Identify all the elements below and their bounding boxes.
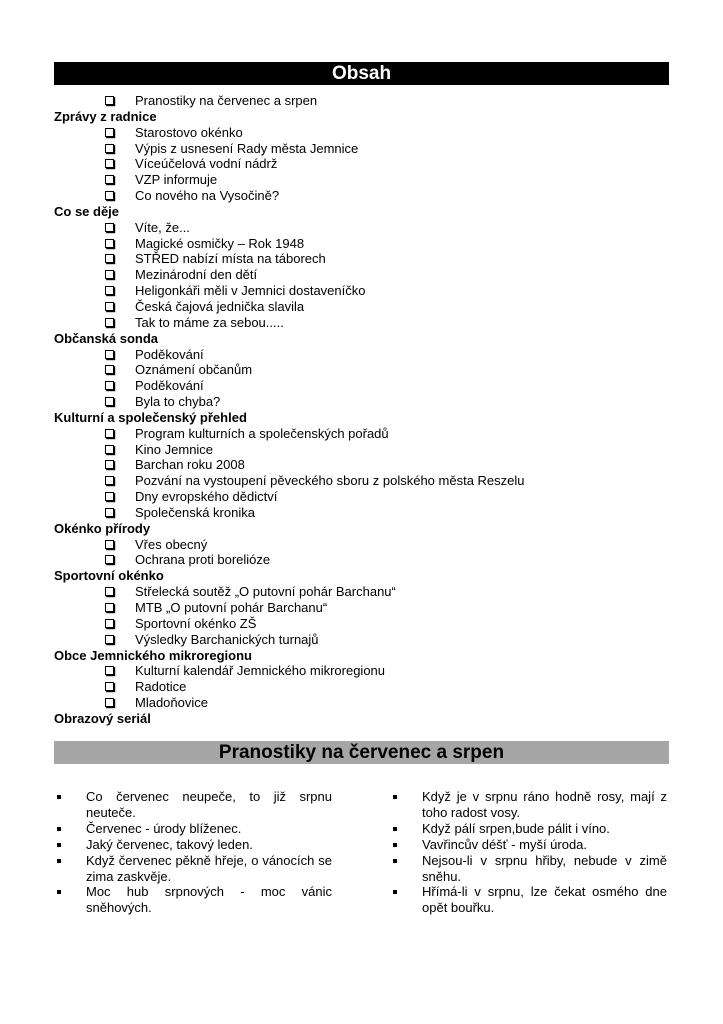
saying-text: Vavřincův déšť - myší úroda. (422, 836, 588, 852)
toc-item-label: Víceúčelová vodní nádrž (135, 156, 278, 172)
toc-item (54, 394, 669, 410)
checkbox-icon (105, 476, 114, 485)
toc-item (54, 93, 669, 109)
toc-item-label: Vřes obecný (135, 536, 208, 552)
table-of-contents (54, 93, 669, 727)
toc-item-label: Byla to chyba? (135, 394, 221, 410)
checkbox-icon (105, 223, 114, 232)
saying-item (390, 884, 667, 916)
toc-item (54, 489, 669, 505)
toc-item-label: Magické osmičky – Rok 1948 (135, 235, 305, 251)
toc-item-label: VZP informuje (135, 172, 218, 188)
checkbox-icon (105, 318, 114, 327)
saying-item (390, 837, 667, 853)
toc-item-label: Mladoňovice (135, 695, 208, 711)
toc-item-label: Dny evropského dědictví (135, 489, 278, 505)
toc-item (54, 251, 669, 267)
toc-section-heading: Obrazový seriál (54, 710, 151, 726)
checkbox-icon (105, 381, 114, 390)
toc-item (54, 663, 669, 679)
toc-item-label: Pozvání na vystoupení pěveckého sboru z polského města Reszelu (135, 473, 525, 489)
saying-item (390, 789, 667, 821)
toc-item (54, 267, 669, 283)
toc-item (54, 156, 669, 172)
checkbox-icon (105, 270, 114, 279)
toc-item (54, 172, 669, 188)
toc-item (54, 584, 669, 600)
toc-item (54, 679, 669, 695)
saying-text: Červenec - úrody blíženec. (86, 820, 242, 836)
checkbox-icon (105, 619, 114, 628)
checkbox-icon (105, 460, 114, 469)
saying-item (54, 821, 332, 837)
checkbox-icon (105, 492, 114, 501)
checkbox-icon (105, 159, 114, 168)
toc-item (54, 378, 669, 394)
toc-item (54, 426, 669, 442)
toc-item (54, 315, 669, 331)
saying-text: Moc hub srpnových - moc vánic sněhových. (86, 884, 332, 916)
toc-item (54, 362, 669, 378)
saying-text: Když pálí srpen,bude pálit i víno. (422, 820, 610, 836)
checkbox-icon (105, 96, 114, 105)
checkbox-icon (105, 429, 114, 438)
toc-item-label: Poděkování (135, 346, 204, 362)
toc-item (54, 632, 669, 648)
saying-item (54, 837, 332, 853)
toc-title: Obsah (54, 62, 669, 85)
checkbox-icon (105, 239, 114, 248)
bullet-square-icon (393, 843, 397, 847)
saying-item (54, 884, 332, 916)
toc-item-label: Program kulturních a společenských pořadů (135, 425, 389, 441)
checkbox-icon (105, 682, 114, 691)
toc-item (54, 141, 669, 157)
checkbox-icon (105, 302, 114, 311)
toc-item-label: Pranostiky na červenec a srpen (135, 93, 318, 108)
toc-item-label: Co nového na Vysočině? (135, 188, 280, 204)
toc-item (54, 299, 669, 315)
bullet-square-icon (393, 859, 397, 863)
bullet-square-icon (57, 827, 61, 831)
toc-item-label: Heligonkáři měli v Jemnici dostaveníčko (135, 283, 366, 299)
toc-item (54, 616, 669, 632)
saying-text: Co červenec neupeče, to již srpnu neuteče. (86, 789, 332, 820)
toc-item-label: Radotice (135, 679, 187, 695)
sayings-right-column (390, 789, 667, 916)
bullet-square-icon (393, 890, 397, 894)
toc-section-heading: Sportovní okénko (54, 568, 164, 584)
bullet-square-icon (57, 890, 61, 894)
checkbox-icon (105, 508, 114, 517)
bullet-square-icon (393, 827, 397, 831)
toc-item-label: Kulturní kalendář Jemnického mikroregionu (135, 663, 386, 679)
saying-text: Jaký červenec, takový leden. (86, 836, 253, 852)
checkbox-icon (105, 144, 114, 153)
checkbox-icon (105, 365, 114, 374)
checkbox-icon (105, 175, 114, 184)
checkbox-icon (105, 445, 114, 454)
toc-item-label: STŘED nabízí místa na táborech (135, 251, 326, 267)
sayings-left-column (54, 789, 332, 916)
toc-item (54, 695, 669, 711)
article-title: Pranostiky na červenec a srpen (54, 741, 669, 764)
saying-item (390, 853, 667, 885)
bullet-square-icon (57, 843, 61, 847)
toc-item (54, 220, 669, 236)
toc-item-label: Výsledky Barchanických turnajů (135, 631, 319, 647)
toc-item-label: Tak to máme za sebou..... (135, 314, 284, 330)
toc-item (54, 457, 669, 473)
toc-item-label: Víte, že... (135, 219, 190, 235)
checkbox-icon (105, 397, 114, 406)
saying-text: Když je v srpnu ráno hodně rosy, mají z toho radost vosy. (422, 789, 667, 820)
saying-text: Hřímá-li v srpnu, lze čekat osmého dne opět bouřku. (422, 884, 667, 916)
saying-text: Když červenec pěkně hřeje, o vánocích se zima zaskvěje. (86, 852, 332, 884)
toc-item (54, 600, 669, 616)
toc-item (54, 347, 669, 363)
checkbox-icon (105, 286, 114, 295)
toc-item-label: Výpis z usnesení Rady města Jemnice (135, 140, 359, 156)
toc-item (54, 505, 669, 521)
checkbox-icon (105, 191, 114, 200)
toc-item-label: Barchan roku 2008 (135, 457, 245, 473)
checkbox-icon (105, 254, 114, 263)
checkbox-icon (105, 666, 114, 675)
saying-item (54, 853, 332, 885)
checkbox-icon (105, 350, 114, 359)
toc-item (54, 537, 669, 553)
toc-item (54, 473, 669, 489)
saying-item (54, 789, 332, 821)
toc-item-label: Oznámení občanům (135, 362, 253, 378)
toc-section-heading: Kulturní a společenský přehled (54, 409, 247, 425)
bullet-square-icon (57, 795, 61, 799)
checkbox-icon (105, 555, 114, 564)
toc-item-label: Střelecká soutěž „O putovní pohár Barchanu“ (135, 584, 396, 600)
checkbox-icon (105, 635, 114, 644)
toc-section-heading: Obce Jemnického mikroregionu (54, 647, 252, 663)
checkbox-icon (105, 698, 114, 707)
toc-item-label: Kino Jemnice (135, 441, 214, 457)
toc-item (54, 552, 669, 568)
toc-item (54, 125, 669, 141)
toc-section-heading: Okénko přírody (54, 520, 151, 536)
toc-item-label: Poděkování (135, 378, 204, 394)
checkbox-icon (105, 603, 114, 612)
bullet-square-icon (393, 795, 397, 799)
toc-section-heading: Co se děje (54, 203, 120, 219)
checkbox-icon (105, 128, 114, 137)
toc-section-heading: Zprávy z radnice (54, 108, 157, 124)
toc-item (54, 188, 669, 204)
toc-item-label: Česká čajová jednička slavila (135, 298, 305, 314)
toc-item (54, 236, 669, 252)
bullet-square-icon (57, 859, 61, 863)
toc-item-label: Starostovo okénko (135, 124, 243, 140)
saying-item (390, 821, 667, 837)
toc-item-label: Společenská kronika (135, 504, 255, 520)
toc-item-label: Mezinárodní den dětí (135, 267, 258, 283)
toc-item (54, 283, 669, 299)
saying-text: Nejsou-li v srpnu hřiby, nebude v zimě sněhu. (422, 852, 667, 884)
checkbox-icon (105, 540, 114, 549)
toc-section-heading: Občanská sonda (54, 330, 159, 346)
checkbox-icon (105, 587, 114, 596)
toc-item-label: Ochrana proti borelióze (135, 552, 271, 568)
toc-item-label: Sportovní okénko ZŠ (135, 615, 257, 631)
toc-item-label: MTB „O putovní pohár Barchanu“ (135, 600, 328, 615)
toc-item (54, 442, 669, 458)
